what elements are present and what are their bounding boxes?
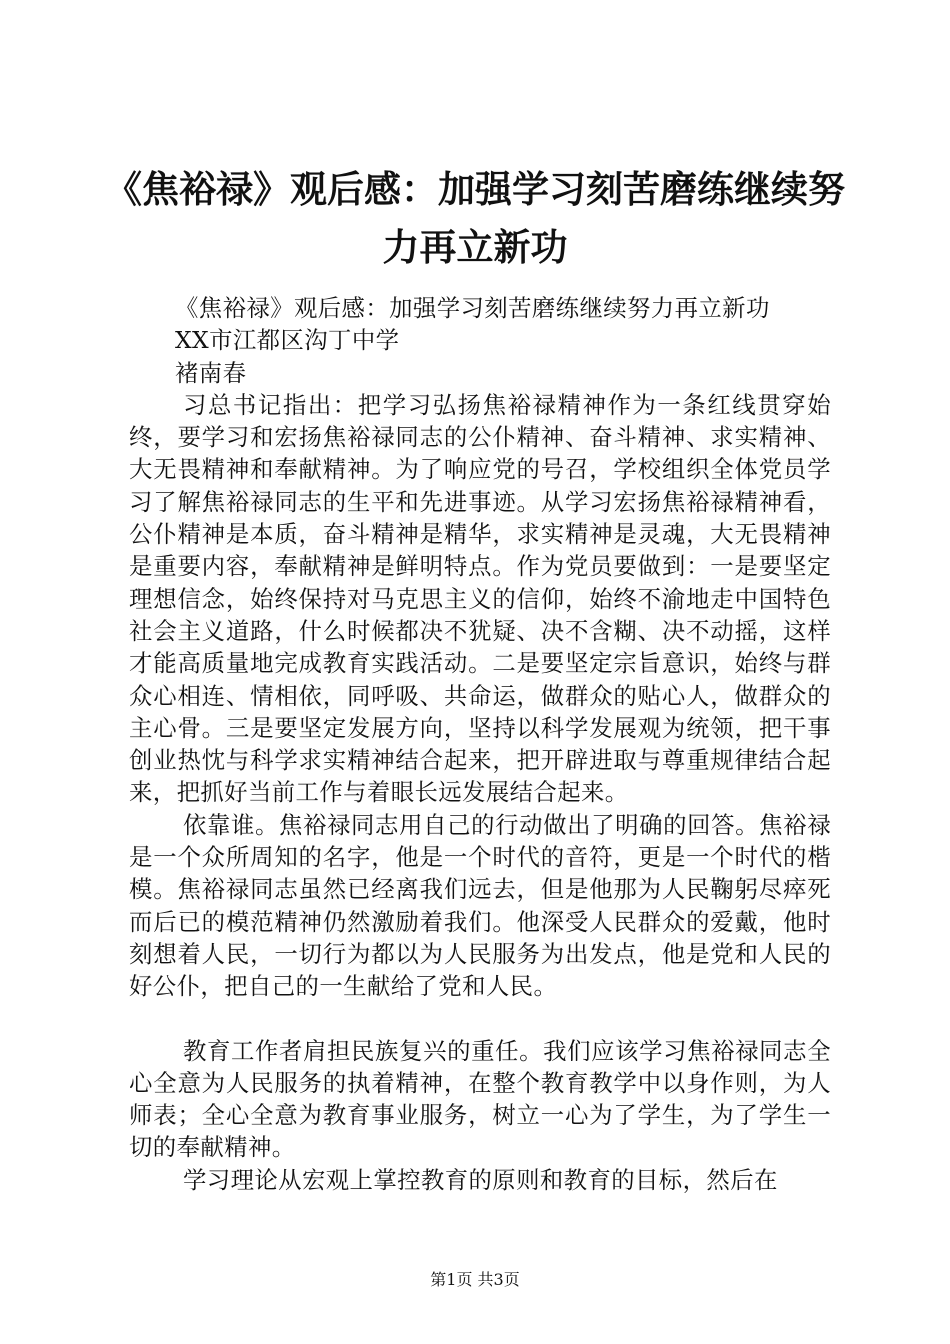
paragraph-3: 教育工作者肩担民族复兴的重任。我们应该学习焦裕禄同志全心全意为人民服务的执着精神，在整个教育教学中以身作则，为人师表；全心全意为教育事业服务，树立一心为了学生，为了学生一切的奉献精神。 [129, 1036, 831, 1162]
paragraph-4: 学习理论从宏观上掌控教育的原则和教育的目标，然后在 [183, 1165, 778, 1194]
subtitle: 《焦裕禄》观后感：加强学习刻苦磨练继续努力再立新功 [175, 294, 770, 322]
paragraph-2: 依靠谁。焦裕禄同志用自己的行动做出了明确的回答。焦裕禄是一个众所周知的名字，他是一个时代的音符，更是一个时代的楷模。焦裕禄同志虽然已经离我们远去，但是他那为人民鞠躬尽瘁死而后已的模范精神仍然激励着我们。他深受人民群众的爱戴，他时刻想着人民，一切行为都以为人民服务为出发点，他是党和人民的好公仆，把自己的一生献给了党和人民。 [129, 810, 831, 1001]
document-title: 《焦裕禄》观后感：加强学习刻苦磨练继续努力再立新功 [105, 167, 845, 269]
school-name: XX市江都区沟丁中学 [175, 326, 400, 355]
author-name: 褚南春 [175, 358, 247, 387]
document-body [129, 292, 831, 1196]
paragraph-1: 习总书记指出：把学习弘扬焦裕禄精神作为一条红线贯穿始终，要学习和宏扬焦裕禄同志的公仆精神、奋斗精神、求实精神、大无畏精神和奉献精神。为了响应党的号召，学校组织全体党员学习了解焦裕禄同志的生平和先进事迹。从学习宏扬焦裕禄精神看，公仆精神是本质，奋斗精神是精华，求实精神是灵魂，大无畏精神是重要内容，奉献精神是鲜明特点。作为党员要做到：一是要坚定理想信念，始终保持对马克思主义的信仰，始终不渝地走中国特色社会主义道路，什么时候都决不犹疑、决不含糊、决不动摇，这样才能高质量地完成教育实践活动。二是要坚定宗旨意识，始终与群众心相连、情相依，同呼吸、共命运，做群众的贴心人，做群众的主心骨。三是要坚定发展方向，坚持以科学发展观为统领，把干事创业热忱与科学求实精神结合起来，把开辟进取与尊重规律结合起来，把抓好当前工作与着眼长远发展结合起来。 [129, 390, 831, 807]
page-footer: 第1页 共3页 [430, 1270, 520, 1289]
paragraph-spacer [129, 1003, 831, 1035]
